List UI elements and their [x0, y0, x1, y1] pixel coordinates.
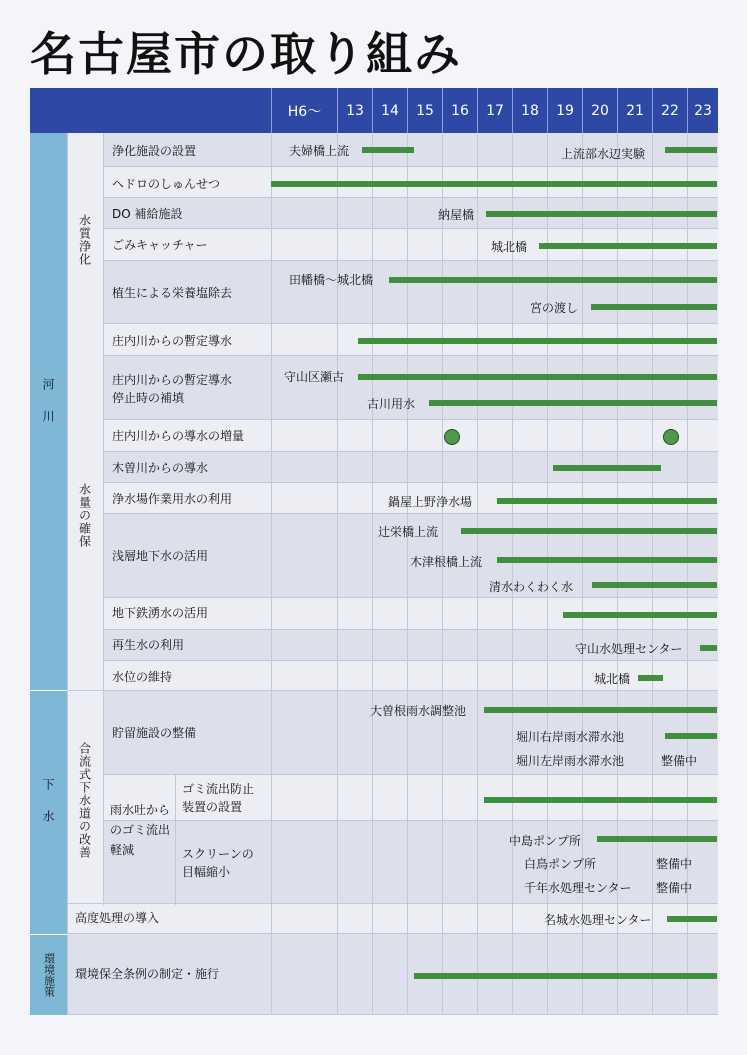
year-header-3: 15: [407, 88, 442, 133]
annotation: 清水わくわく水: [489, 580, 574, 594]
item-label: 浅層地下水の活用: [112, 549, 209, 563]
item-label: ヘドロのしゅんせつ: [112, 177, 221, 191]
item-label: 停止時の補填: [112, 391, 185, 405]
timeline-bar: [553, 465, 661, 471]
year-header-6: 18: [512, 88, 547, 133]
timeline-bar: [358, 338, 717, 344]
annotation: 田幡橋～城北橋: [289, 273, 374, 287]
year-header-4: 16: [442, 88, 477, 133]
annotation: 鍋屋上野浄水場: [388, 495, 473, 509]
timeline-bar: [484, 707, 717, 713]
timeline-bar: [414, 973, 717, 979]
year-header-5: 17: [477, 88, 512, 133]
annotation: 守山区瀬古: [284, 370, 345, 384]
timeline-bar: [429, 400, 717, 406]
item-label: 地下鉄湧水の活用: [112, 606, 209, 620]
item-label: 木曽川からの導水: [112, 461, 209, 475]
annotation: 整備中: [656, 857, 693, 871]
timeline-bar: [591, 304, 717, 310]
timeline-bar: [362, 147, 414, 153]
milestone-dot: [444, 429, 460, 445]
year-header-11: 23: [687, 88, 718, 133]
timeline-bar: [271, 181, 717, 187]
item-label: 再生水の利用: [112, 638, 185, 652]
timeline-bar: [700, 645, 717, 651]
annotation: 整備中: [661, 754, 698, 768]
annotation: 白鳥ポンプ所: [524, 857, 597, 871]
timeline-bar: [497, 498, 717, 504]
annotation: 名城水処理センター: [544, 913, 652, 927]
year-header-9: 21: [617, 88, 652, 133]
category-gesui: 下水: [41, 778, 55, 842]
timeline-bar: [389, 277, 717, 283]
annotation: 納屋橋: [438, 208, 475, 222]
annotation: 古川用水: [367, 397, 416, 411]
annotation: 中島ポンプ所: [509, 834, 582, 848]
timeline-bar: [563, 612, 717, 618]
annotation: 城北橋: [594, 672, 631, 686]
timeline-bar: [461, 528, 717, 534]
annotation: 宮の渡し: [530, 301, 579, 315]
annotation: 大曽根雨水調整池: [370, 704, 467, 718]
annotation: 堀川右岸雨水滞水池: [516, 730, 625, 744]
page-title: 名古屋市の取り組み: [30, 27, 462, 81]
item-label: 浄水場作業用水の利用: [112, 492, 233, 506]
annotation: 整備中: [656, 881, 693, 895]
subcategory-suishitsu: 水質浄化: [77, 214, 92, 266]
item-label: 環境保全条例の制定・施行: [75, 967, 220, 981]
year-header-8: 20: [582, 88, 617, 133]
subcategory-suiryo: 水量の確保: [77, 482, 92, 548]
item-label: 水位の維持: [112, 670, 173, 684]
timeline-bar: [497, 557, 717, 563]
annotation: 堀川左岸雨水滞水池: [516, 754, 625, 768]
item-label: 庄内川からの導水の増量: [112, 429, 245, 443]
annotation: 木津根橋上流: [410, 555, 483, 569]
item-label: ゴミ流出防止: [182, 782, 255, 796]
year-header-1: 13: [337, 88, 372, 133]
timeline-bar: [592, 582, 717, 588]
timeline-bar: [665, 733, 717, 739]
item-label: 高度処理の導入: [75, 911, 160, 925]
subcategory-gouryu: 合流式下水道の改善: [77, 741, 92, 859]
annotation: 夫婦橋上流: [289, 144, 350, 158]
category-kasen: 河川: [41, 378, 55, 442]
milestone-dot: [663, 429, 679, 445]
item-label: 貯留施設の整備: [112, 726, 197, 740]
item-label: DO 補給施設: [112, 207, 183, 221]
year-header-10: 22: [652, 88, 687, 133]
item-label: 目幅縮小: [182, 865, 231, 879]
timeline-bar: [539, 243, 717, 249]
item-label: 庄内川からの暫定導水: [112, 373, 233, 387]
annotation: 辻栄橋上流: [378, 525, 439, 539]
annotation: 守山水処理センター: [575, 642, 683, 656]
timeline-bar: [665, 147, 717, 153]
annotation: 城北橋: [491, 240, 528, 254]
timeline-bar: [638, 675, 663, 681]
year-header-0: H6～: [271, 88, 337, 133]
annotation: 上流部水辺実験: [561, 147, 646, 161]
item-label: ごみキャッチャー: [112, 238, 208, 252]
item-label: 庄内川からの暫定導水: [112, 334, 233, 348]
timeline-bar: [484, 797, 717, 803]
timeline-bar: [358, 374, 717, 380]
timeline-bar: [667, 916, 717, 922]
year-header-7: 19: [547, 88, 582, 133]
annotation: 千年水処理センター: [524, 881, 632, 895]
timeline-bar: [486, 211, 717, 217]
timeline-bar: [597, 836, 717, 842]
item-label: スクリーンの: [182, 847, 254, 861]
item-label: 植生による栄養塩除去: [112, 286, 233, 300]
subcategory-usuibaki: 雨水吐からのゴミ流出軽減: [110, 803, 171, 857]
year-header-2: 14: [372, 88, 407, 133]
item-label: 装置の設置: [182, 800, 243, 814]
category-kankyo: 環境施策: [42, 953, 56, 997]
item-label: 浄化施設の設置: [112, 144, 197, 158]
